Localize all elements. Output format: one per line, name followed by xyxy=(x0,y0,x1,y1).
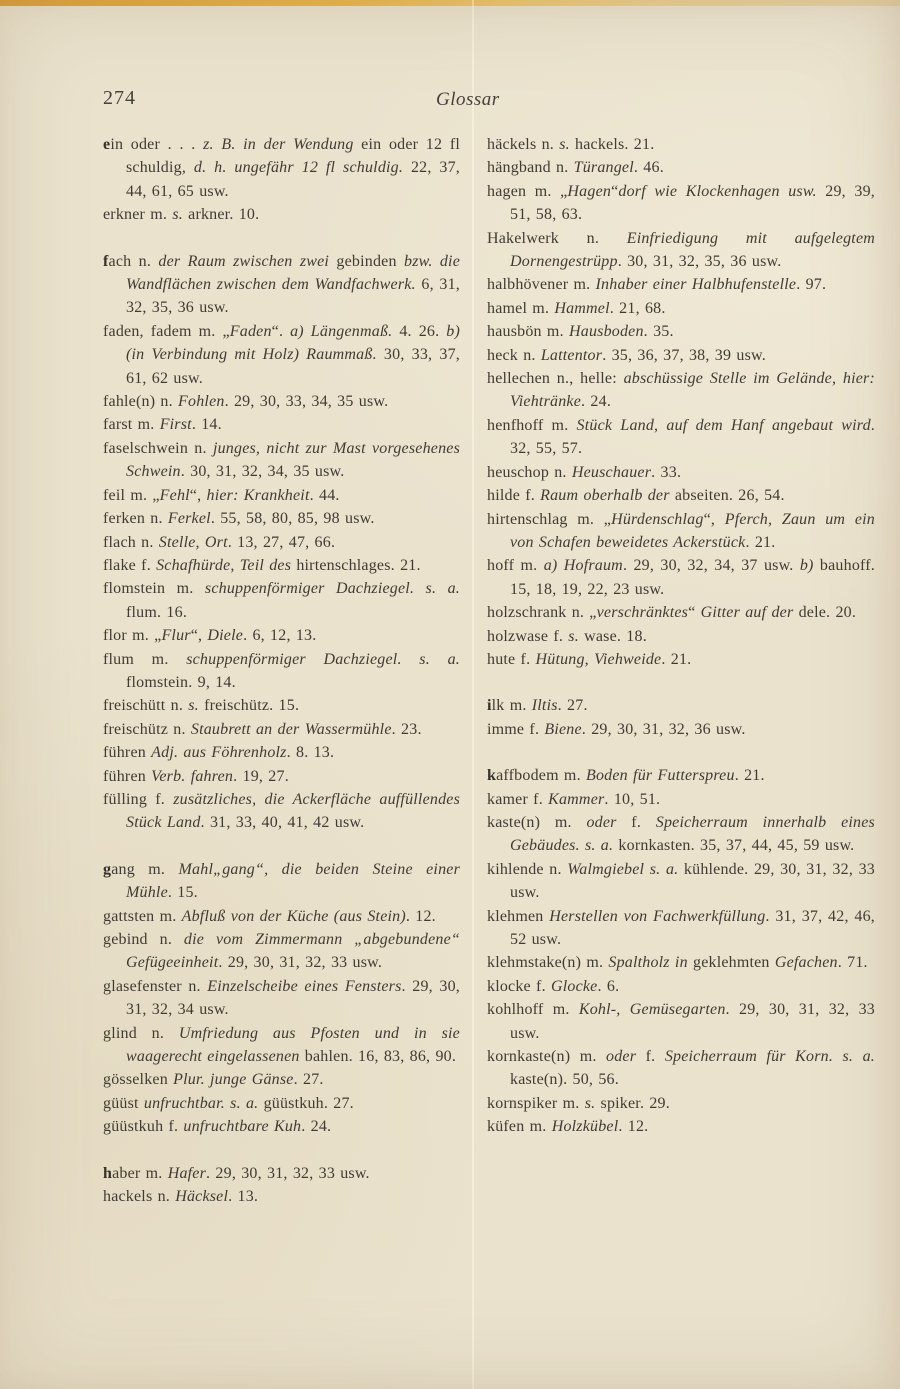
glossary-entry: hamel m. Hammel. 21, 68. xyxy=(487,299,666,317)
glossary-entry: hellechen n., helle: abschüssige Stelle im Gelände, hier: Viehtränke. 24. xyxy=(487,370,875,411)
glossary-entry: farst m. First. 14. xyxy=(103,416,222,434)
glossary-entry: faden, fadem m. „Faden“. a) Längenmaß. 4. 26. b) (in Verbindung mit Holz) Raummaß. 30, 33, 37, 61, 62 usw. xyxy=(103,322,460,387)
glossary-column-left xyxy=(103,133,460,1208)
page-number: 274 xyxy=(103,87,136,109)
glossary-entry: faselschwein n. junges, nicht zur Mast vorgesehenes Schwein. 30, 31, 32, 34, 35 usw. xyxy=(103,439,460,481)
glossary-entry: erkner m. s. arkner. 10. xyxy=(103,206,260,224)
glossary-entry: heck n. Lattentor. 35, 36, 37, 38, 39 usw. xyxy=(487,346,766,364)
glossary-entry: flomstein m. schuppenförmiger Dachziegel. s. a. flum. 16. xyxy=(103,580,461,621)
glossary-entry: fahle(n) n. Fohlen. 29, 30, 33, 34, 35 usw. xyxy=(103,393,389,411)
glossary-entry: holzschrank n. „verschränktes“ Gitter auf der dele. 20. xyxy=(487,604,857,622)
glossary-entry: klocke f. Glocke. 6. xyxy=(487,977,620,995)
glossary-entry: ferken n. Ferkel. 55, 58, 80, 85, 98 usw. xyxy=(103,510,375,528)
running-title: Glossar xyxy=(436,89,500,110)
glossary-entry: flum m. schuppenförmiger Dachziegel. s. a. flomstein. 9, 14. xyxy=(103,650,460,691)
glossary-entry: hilde f. Raum oberhalb der abseiten. 26, 54. xyxy=(487,487,785,505)
glossary-entry: freischütz n. Staubrett an der Wassermühle. 23. xyxy=(103,720,422,738)
glossary-entry: flor m. „Flur“, Diele. 6, 12, 13. xyxy=(103,627,317,645)
glossary-entry: kamer f. Kammer. 10, 51. xyxy=(487,790,661,808)
glossary-entry: führen Adj. aus Föhrenholz. 8. 13. xyxy=(103,744,335,762)
glossary-entry: kornspiker m. s. spiker. 29. xyxy=(487,1094,670,1112)
glossary-entry: haber m. Hafer. 29, 30, 31, 32, 33 usw. xyxy=(103,1164,370,1182)
glossary-entry: hoff m. a) Hofraum. 29, 30, 32, 34, 37 usw. b) bauhoff. 15, 18, 19, 22, 23 usw. xyxy=(487,557,875,598)
glossary-entry: glind n. Umfriedung aus Pfosten und in sie waagerecht eingelassenen bahlen. 16, 83, 86, 90. xyxy=(103,1024,460,1066)
glossary-entry: gattsten m. Abfluß von der Küche (aus Stein). 12. xyxy=(103,907,436,925)
glossary-entry: glasefenster n. Einzelscheibe eines Fensters. 29, 30, 31, 32, 34 usw. xyxy=(103,977,461,1019)
glossary-entry: güüstkuh f. unfruchtbare Kuh. 24. xyxy=(103,1118,332,1136)
glossary-entry: gebind n. die vom Zimmermann „abgebundene“ Gefügeeinheit. 29, 30, 31, 32, 33 usw. xyxy=(103,931,461,972)
glossary-entry: henfhoff m. Stück Land, auf dem Hanf angebaut wird. 32, 55, 57. xyxy=(487,416,875,458)
glossary-entry: freischütt n. s. freischütz. 15. xyxy=(103,697,300,715)
glossary-entry: küfen m. Holzkübel. 12. xyxy=(487,1118,649,1136)
page-top-edge-strip xyxy=(0,0,900,6)
glossary-entry: hirtenschlag m. „Hürdenschlag“, Pferch, Zaun um ein von Schafen beweidetes Ackerstück. 21. xyxy=(487,510,875,551)
glossary-entry: fach n. der Raum zwischen zwei gebinden bzw. die Wandflächen zwischen dem Wandfachwerk. 6, 31, 32, 35, 36 usw. xyxy=(103,252,461,317)
glossary-column-right xyxy=(487,133,875,1208)
glossary-entry: kaffbodem m. Boden für Futterspreu. 21. xyxy=(487,767,765,785)
glossary-entry: flake f. Schafhürde, Teil des hirtenschlages. 21. xyxy=(103,556,421,574)
glossary-entry: fülling f. zusätzliches, die Ackerfläche auffüllendes Stück Land. 31, 33, 40, 41, 42 usw. xyxy=(103,790,460,832)
glossary-entry: häckels n. s. hackels. 21. xyxy=(487,136,655,153)
glossary-entry: heuschop n. Heuschauer. 33. xyxy=(487,463,682,481)
glossary-entry: hute f. Hütung, Viehweide. 21. xyxy=(487,650,692,668)
glossary-entry: feil m. „Fehl“, hier: Krankheit. 44. xyxy=(103,486,340,504)
glossary-entry: hängband n. Türangel. 46. xyxy=(487,159,664,177)
glossary-entry: ilk m. Iltis. 27. xyxy=(487,697,588,715)
glossary-entry: holzwase f. s. wase. 18. xyxy=(487,627,647,645)
glossary-entry: gösselken Plur. junge Gänse. 27. xyxy=(103,1071,324,1089)
glossary-entry: halbhövener m. Inhaber einer Halbhufenstelle. 97. xyxy=(487,276,827,294)
glossary-entry: imme f. Biene. 29, 30, 31, 32, 36 usw. xyxy=(487,720,746,738)
glossary-entry: klehmen Herstellen von Fachwerkfüllung. 31, 37, 42, 46, 52 usw. xyxy=(487,907,875,948)
glossary-entry: hagen m. „Hagen“dorf wie Klockenhagen usw. 29, 39, 51, 58, 63. xyxy=(487,182,876,224)
glossary-entry: kaste(n) m. oder f. Speicherraum innerhalb eines Gebäudes. s. a. kornkasten. 35, 37, 44, 45, 59 usw. xyxy=(487,813,875,855)
glossary-entry: gang m. Mahl„gang“, die beiden Steine einer Mühle. 15. xyxy=(103,860,461,902)
glossary-entry: flach n. Stelle, Ort. 13, 27, 47, 66. xyxy=(103,533,336,551)
glossary-entry: kohlhoff m. Kohl-, Gemüsegarten. 29, 30, 31, 32, 33 usw. xyxy=(487,1001,875,1042)
glossary-entry: kornkaste(n) m. oder f. Speicherraum für Korn. s. a. kaste(n). 50, 56. xyxy=(487,1048,875,1089)
glossary-entry: kihlende n. Walmgiebel s. a. kühlende. 29, 30, 31, 32, 33 usw. xyxy=(487,860,876,902)
glossary-entry: ein oder . . . z. B. in der Wendung ein oder 12 fl schuldig, d. h. ungefähr 12 fl schuldig. 22, 37, 44, 61, 65 usw. xyxy=(103,136,460,200)
glossary-entry: hackels n. Häcksel. 13. xyxy=(103,1188,259,1206)
glossary-body xyxy=(103,133,875,1208)
glossary-entry: hausbön m. Hausboden. 35. xyxy=(487,323,674,341)
glossary-entry: führen Verb. fahren. 19, 27. xyxy=(103,767,289,785)
glossary-entry: güüst unfruchtbar. s. a. güüstkuh. 27. xyxy=(103,1094,354,1112)
glossary-entry: Hakelwerk n. Einfriedigung mit aufgelegtem Dornengestrüpp. 30, 31, 32, 35, 36 usw. xyxy=(487,229,875,271)
glossary-entry: klehmstake(n) m. Spaltholz in geklehmten Gefachen. 71. xyxy=(487,954,868,972)
